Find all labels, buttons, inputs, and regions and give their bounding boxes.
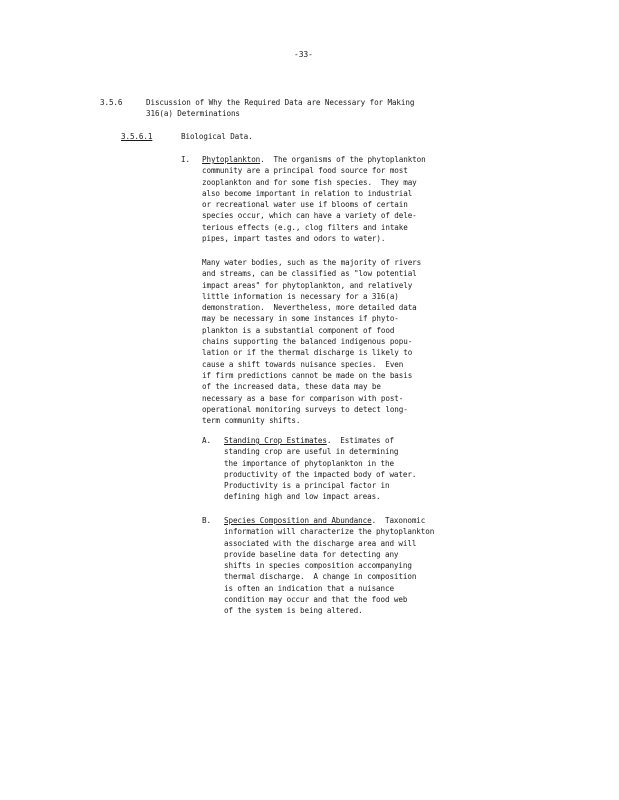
page-number: -33- (294, 50, 313, 59)
standing-crop-paragraph (224, 435, 416, 503)
paragraph-line: terious effects (e.g., clog filters and intake (202, 222, 408, 232)
paragraph-line: the importance of phytoplankton in the (224, 458, 394, 468)
paragraph-line: and streams, can be classified as "low potential (202, 269, 417, 279)
paragraph-line: defining high and low impact areas. (224, 492, 381, 502)
paragraph-line: associated with the discharge area and will (224, 538, 417, 548)
paragraph-line: species occur, which can have a variety of dele- (202, 211, 417, 221)
paragraph-line (202, 154, 426, 165)
subsection-number: 3.5.6.1 (121, 132, 153, 141)
paragraph-line: cause a shift towards nuisance species. Even (202, 359, 404, 369)
species-composition-paragraph (224, 515, 434, 617)
paragraph-line: is often an indication that a nuisance (224, 583, 394, 593)
paragraph-line: Many water bodies, such as the majority of rivers (202, 258, 422, 267)
paragraph-line: pipes, impart tastes and odors to water). (202, 234, 386, 244)
paragraph-line: provide baseline data for detecting any (224, 549, 399, 559)
section-title-line: Discussion of Why the Required Data are Necessary for Making (146, 98, 415, 107)
paragraph-line: zooplankton and for some fish species. They may (202, 177, 417, 187)
item-i-marker: I. (181, 155, 190, 164)
heading-trailing-text: . Taxonomic (371, 516, 426, 525)
phytoplankton-paragraph-2 (202, 257, 421, 426)
paragraph-line: term community shifts. (202, 416, 301, 426)
section-title-line: 316(a) Determinations (146, 109, 240, 119)
paragraph-line (224, 515, 434, 526)
paragraph-line: lation or if the thermal discharge is likely to (202, 348, 413, 358)
paragraph-line: operational monitoring surveys to detect long- (202, 404, 408, 414)
paragraph-line (224, 435, 416, 446)
paragraph-line: of the increased data, these data may be (202, 382, 381, 392)
paragraph-line: shifts in species composition accompanying (224, 561, 412, 571)
item-b-marker: B. (202, 516, 211, 525)
species-composition-heading: Species Composition and Abundance (224, 516, 372, 525)
phytoplankton-paragraph-1 (202, 154, 426, 244)
paragraph-line: may be necessary in some instances if phyto- (202, 314, 399, 324)
paragraph-line: condition may occur and that the food web (224, 595, 408, 605)
paragraph-line: chains supporting the balanced indigenous popu- (202, 337, 413, 347)
item-a-marker: A. (202, 436, 211, 445)
paragraph-line: standing crop are useful in determining (224, 447, 399, 457)
paragraph-line: also become important in relation to industrial (202, 188, 413, 198)
paragraph-line: Productivity is a principal factor in (224, 481, 390, 491)
heading-trailing-text: . The organisms of the phytoplankton (260, 155, 426, 164)
subsection-title: Biological Data. (181, 132, 253, 141)
section-title (146, 97, 414, 120)
paragraph-line: or recreational water use if blooms of certain (202, 200, 408, 210)
paragraph-line: impact areas" for phytoplankton, and relatively (202, 280, 413, 290)
paragraph-line: productivity of the impacted body of water. (224, 469, 417, 479)
paragraph-line: necessary as a base for comparison with post- (202, 393, 404, 403)
paragraph-line: plankton is a substantial component of food (202, 325, 395, 335)
paragraph-line: community are a principal food source for most (202, 166, 408, 176)
paragraph-line: information will characterize the phytoplankton (224, 527, 435, 537)
paragraph-line: demonstration. Nevertheless, more detailed data (202, 303, 417, 313)
paragraph-line: of the system is being altered. (224, 606, 363, 616)
heading-trailing-text: . Estimates of (326, 436, 394, 445)
phytoplankton-heading: Phytoplankton (202, 155, 261, 164)
paragraph-line: if firm predictions cannot be made on the basis (202, 370, 413, 380)
section-number: 3.5.6 (100, 98, 123, 107)
standing-crop-heading: Standing Crop Estimates (224, 436, 327, 445)
paragraph-line: thermal discharge. A change in composition (224, 572, 417, 582)
paragraph-line: little information is necessary for a 316(a) (202, 291, 399, 301)
